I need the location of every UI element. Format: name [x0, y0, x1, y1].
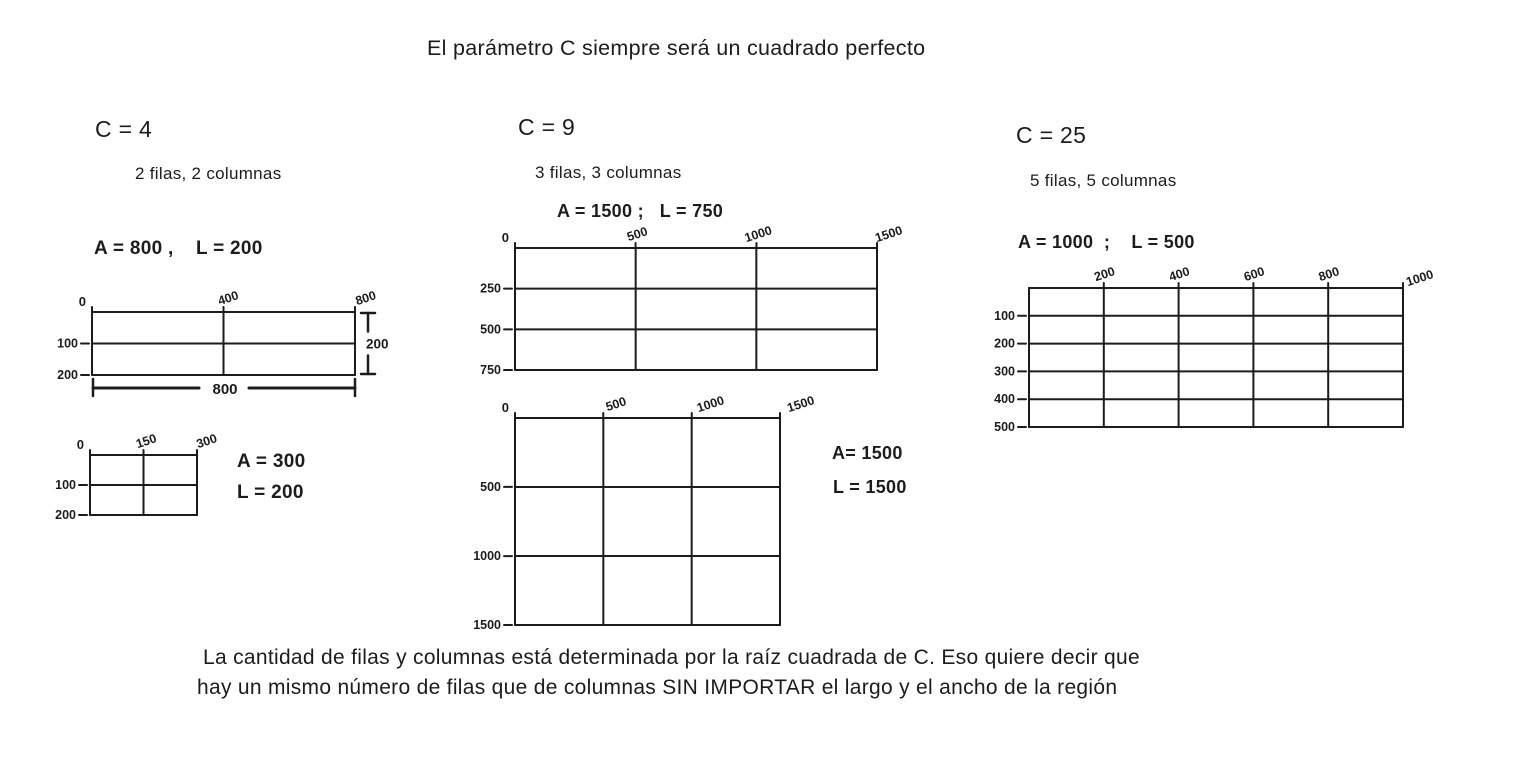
left-tick-label: 250 — [480, 281, 501, 296]
dim-width-800 — [93, 379, 355, 398]
left-tick-label: 100 — [55, 478, 76, 492]
left-tick-label: 1500 — [473, 618, 501, 632]
left-tick-label: 400 — [994, 392, 1015, 407]
footer-text-line1: La cantidad de filas y columnas está determinada por la raíz cuadrada de C. Eso quiere decir que — [203, 646, 1140, 669]
grid-c4-small — [55, 431, 219, 522]
small-grid-length-label: L = 200 — [237, 482, 304, 503]
grid-c4-large — [57, 288, 378, 382]
top-tick-label: 400 — [1167, 264, 1192, 285]
top-tick-label: 1000 — [742, 223, 774, 246]
left-tick-label: 1000 — [473, 549, 501, 564]
dim-height-200 — [361, 313, 389, 374]
dim-label: 200 — [366, 336, 389, 352]
top-tick-label: 200 — [1092, 264, 1117, 285]
section-c9-params: A = 1500 ; L = 750 — [557, 201, 724, 221]
small-grid-area-label: A = 300 — [237, 451, 306, 472]
section-c4-label: C = 4 — [95, 116, 153, 142]
left-tick-label: 750 — [480, 363, 501, 377]
top-tick-label: 500 — [603, 394, 629, 415]
top-tick-label: 1500 — [873, 223, 905, 246]
section-c9-subtitle: 3 filas, 3 columnas — [535, 163, 682, 182]
top-tick-label: 1000 — [695, 393, 726, 416]
top-tick-label: 1500 — [785, 393, 817, 416]
grid-c25 — [994, 264, 1435, 434]
left-tick-label: 300 — [994, 364, 1015, 379]
top-tick-label: 800 — [1316, 264, 1342, 285]
section-c9-label: C = 9 — [518, 114, 576, 140]
left-tick-label: 100 — [57, 336, 78, 351]
left-tick-label: 200 — [994, 336, 1015, 351]
section-c4-params: A = 800 , L = 200 — [94, 238, 263, 259]
top-tick-label: 0 — [76, 437, 84, 452]
dim-label: 800 — [212, 381, 238, 398]
top-tick-label: 800 — [353, 288, 378, 309]
square-grid-length-label: L = 1500 — [833, 477, 907, 497]
section-c25-subtitle: 5 filas, 5 columnas — [1030, 171, 1177, 190]
top-tick-label: 400 — [216, 288, 241, 309]
top-tick-label: 1000 — [1404, 267, 1436, 290]
left-tick-label: 500 — [480, 322, 501, 337]
section-c25-label: C = 25 — [1016, 122, 1087, 148]
grid-c9-square — [473, 393, 816, 632]
left-tick-label: 100 — [994, 308, 1015, 323]
left-tick-label: 200 — [55, 508, 76, 522]
top-tick-label: 600 — [1242, 264, 1267, 285]
grid-c9-wide — [480, 223, 904, 377]
top-tick-label: 300 — [194, 431, 219, 452]
top-tick-label: 0 — [501, 230, 509, 245]
top-tick-label: 0 — [78, 294, 86, 309]
section-c25-params: A = 1000 ; L = 500 — [1018, 232, 1195, 252]
left-tick-label: 500 — [480, 479, 501, 494]
top-tick-label: 500 — [625, 224, 650, 245]
left-tick-label: 500 — [994, 420, 1015, 434]
square-grid-area-label: A= 1500 — [832, 443, 903, 463]
page-title: El parámetro C siempre será un cuadrado perfecto — [427, 36, 926, 60]
left-tick-label: 200 — [57, 368, 78, 382]
top-tick-label: 150 — [134, 431, 159, 452]
footer-text-line2: hay un mismo número de filas que de columnas SIN IMPORTAR el largo y el ancho de la región — [197, 676, 1118, 699]
top-tick-label: 0 — [501, 400, 509, 415]
section-c4-subtitle: 2 filas, 2 columnas — [135, 164, 282, 183]
